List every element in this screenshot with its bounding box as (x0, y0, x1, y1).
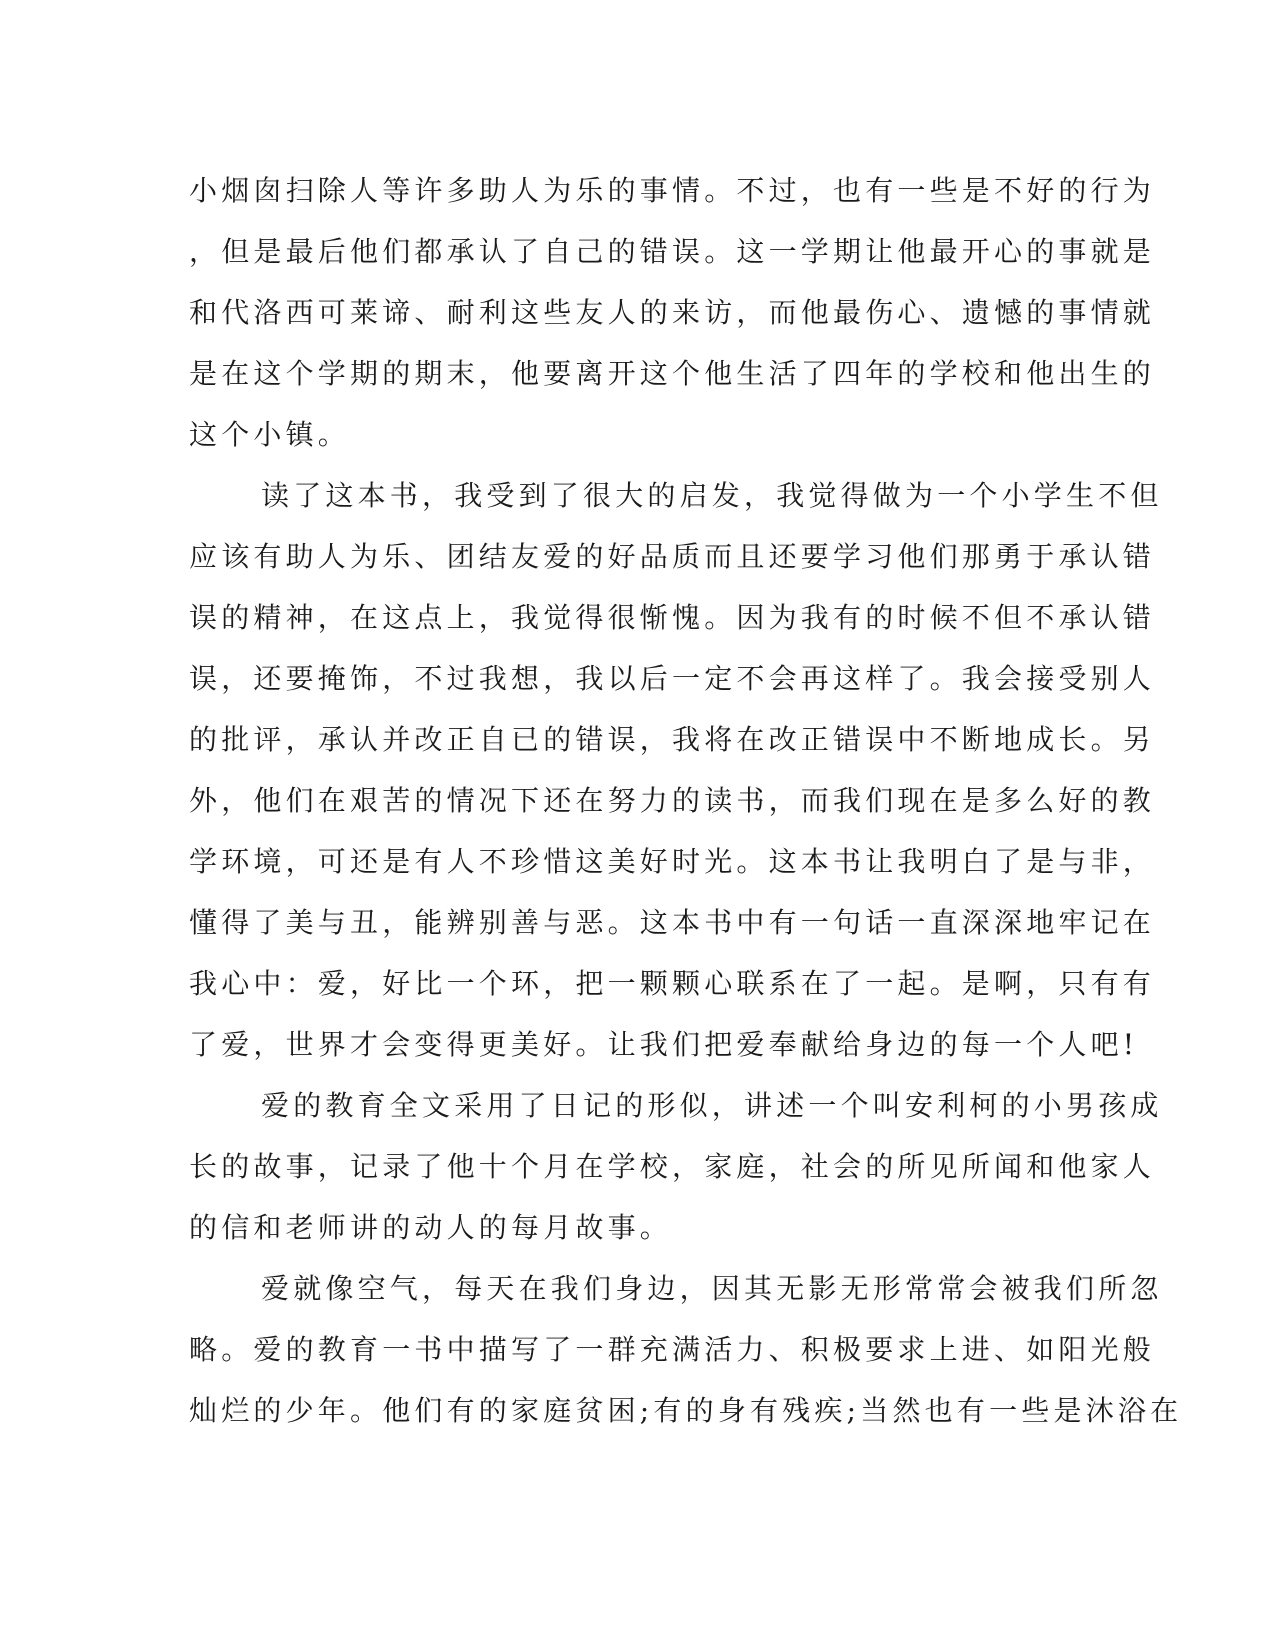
text-line: 懂得了美与丑，能辨别善与恶。这本书中有一句话一直深深地牢记在 (189, 906, 1156, 939)
text-line: 这个小镇。 (189, 418, 351, 451)
text-line: 小烟囱扫除人等许多助人为乐的事情。不过，也有一些是不好的行为 (189, 174, 1156, 207)
text-line: 我心中：爱，好比一个环，把一颗颗心联系在了一起。是啊，只有有 (189, 967, 1156, 1000)
text-line: 是在这个学期的期末，他要离开这个他生活了四年的学校和他出生的 (189, 357, 1156, 390)
text-line: 了爱，世界才会变得更美好。让我们把爱奉献给身边的每一个人吧! (189, 1028, 1139, 1061)
text-line: 误，还要掩饰，不过我想，我以后一定不会再这样了。我会接受别人 (189, 662, 1156, 695)
text-line: 外，他们在艰苦的情况下还在努力的读书，而我们现在是多么好的教 (189, 784, 1156, 817)
text-line: 应该有助人为乐、团结友爱的好品质而且还要学习他们那勇于承认错 (189, 540, 1156, 573)
text-line: 灿烂的少年。他们有的家庭贫困;有的身有残疾;当然也有一些是沐浴在 (189, 1394, 1183, 1427)
text-line: 读了这本书，我受到了很大的启发，我觉得做为一个小学生不但 (261, 479, 1163, 512)
paragraph-4 (189, 1258, 1183, 1441)
paragraph-1 (189, 160, 1156, 465)
text-line: 学环境，可还是有人不珍惜这美好时光。这本书让我明白了是与非， (189, 845, 1156, 878)
text-line: 的信和老师讲的动人的每月故事。 (189, 1211, 673, 1244)
text-line: 爱就像空气，每天在我们身边，因其无影无形常常会被我们所忽 (261, 1272, 1163, 1305)
text-line: 略。爱的教育一书中描写了一群充满活力、积极要求上进、如阳光般 (189, 1333, 1156, 1366)
paragraph-3 (189, 1075, 1163, 1258)
text-line: 爱的教育全文采用了日记的形似，讲述一个叫安利柯的小男孩成 (261, 1089, 1163, 1122)
text-line: 长的故事，记录了他十个月在学校，家庭，社会的所见所闻和他家人 (189, 1150, 1156, 1183)
text-line: 的批评，承认并改正自已的错误，我将在改正错误中不断地成长。另 (189, 723, 1156, 756)
paragraph-2 (189, 465, 1163, 1075)
text-line: 误的精神，在这点上，我觉得很惭愧。因为我有的时候不但不承认错 (189, 601, 1156, 634)
text-line: ，但是最后他们都承认了自己的错误。这一学期让他最开心的事就是 (189, 235, 1156, 268)
body-text (189, 160, 1183, 1441)
text-line: 和代洛西可莱谛、耐利这些友人的来访，而他最伤心、遗憾的事情就 (189, 296, 1156, 329)
